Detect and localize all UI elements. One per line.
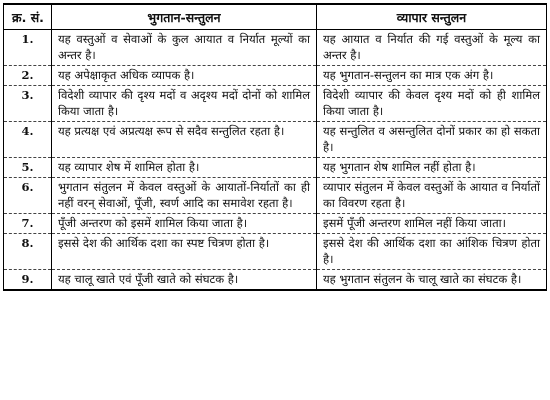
bot-cell: यह आयात व निर्यात की गई वस्तुओं के मूल्य का अन्तर है। [317,30,547,66]
bot-cell: व्यापार संतुलन में केवल वस्तुओं के आयात व निर्यातों का विवरण रहता है। [317,178,547,214]
bot-cell: इसमें पूँजी अन्तरण शामिल नहीं किया जाता। [317,214,547,234]
table-row [4,270,547,291]
bop-cell: यह वस्तुओं व सेवाओं के कुल आयात व निर्यात मूल्यों का अन्तर है। [52,30,317,66]
bot-cell: विदेशी व्यापार की केवल दृश्य मदों को ही शामिल किया जाता है। [317,86,547,122]
comparison-table-container [3,3,546,396]
bot-cell: यह भुगतान संतुलन के चालू खाते का संघटक है। [317,270,547,291]
bop-cell: यह व्यापार शेष में शामिल होता है। [52,158,317,178]
header-balance-of-payments: भुगतान-सन्तुलन [52,4,317,30]
bop-cell: पूँजी अन्तरण को इसमें शामिल किया जाता है। [52,214,317,234]
header-balance-of-trade: व्यापार सन्तुलन [317,4,547,30]
bop-cell: विदेशी व्यापार की दृश्य मदों व अदृश्य मदों दोनों को शामिल किया जाता है। [52,86,317,122]
table-row [4,66,547,86]
table-row [4,30,547,66]
bop-cell: यह प्रत्यक्ष एवं अप्रत्यक्ष रूप से सदैव सन्तुलित रहता है। [52,122,317,158]
row-number: 5. [4,158,52,178]
header-serial-number: क्र. सं. [4,4,52,30]
table-row [4,178,547,214]
row-number: 3. [4,86,52,122]
table-row [4,234,547,270]
bop-cell: यह चालू खाते एवं पूँजी खाते को संघटक है। [52,270,317,291]
table-row [4,158,547,178]
bop-cell: यह अपेक्षाकृत अधिक व्यापक है। [52,66,317,86]
bop-cell: भुगतान संतुलन में केवल वस्तुओं के आयातों-निर्यातों का ही नहीं वरन् सेवाओं, पूँजी, स्वर्ण आदि का समावेश रहता है। [52,178,317,214]
bot-cell: इससे देश की आर्थिक दशा का आंशिक चित्रण होता है। [317,234,547,270]
bot-cell: यह भुगतान शेष शामिल नहीं होता है। [317,158,547,178]
row-number: 9. [4,270,52,291]
table-row [4,214,547,234]
comparison-table [3,3,547,291]
bot-cell: यह सन्तुलित व असन्तुलित दोनों प्रकार का हो सकता है। [317,122,547,158]
row-number: 6. [4,178,52,214]
row-number: 1. [4,30,52,66]
row-number: 4. [4,122,52,158]
row-number: 2. [4,66,52,86]
bot-cell: यह भुगतान-सन्तुलन का मात्र एक अंग है। [317,66,547,86]
row-number: 8. [4,234,52,270]
bop-cell: इससे देश की आर्थिक दशा का स्पष्ट चित्रण होता है। [52,234,317,270]
table-row [4,86,547,122]
table-row [4,122,547,158]
table-header-row [4,4,547,30]
row-number: 7. [4,214,52,234]
